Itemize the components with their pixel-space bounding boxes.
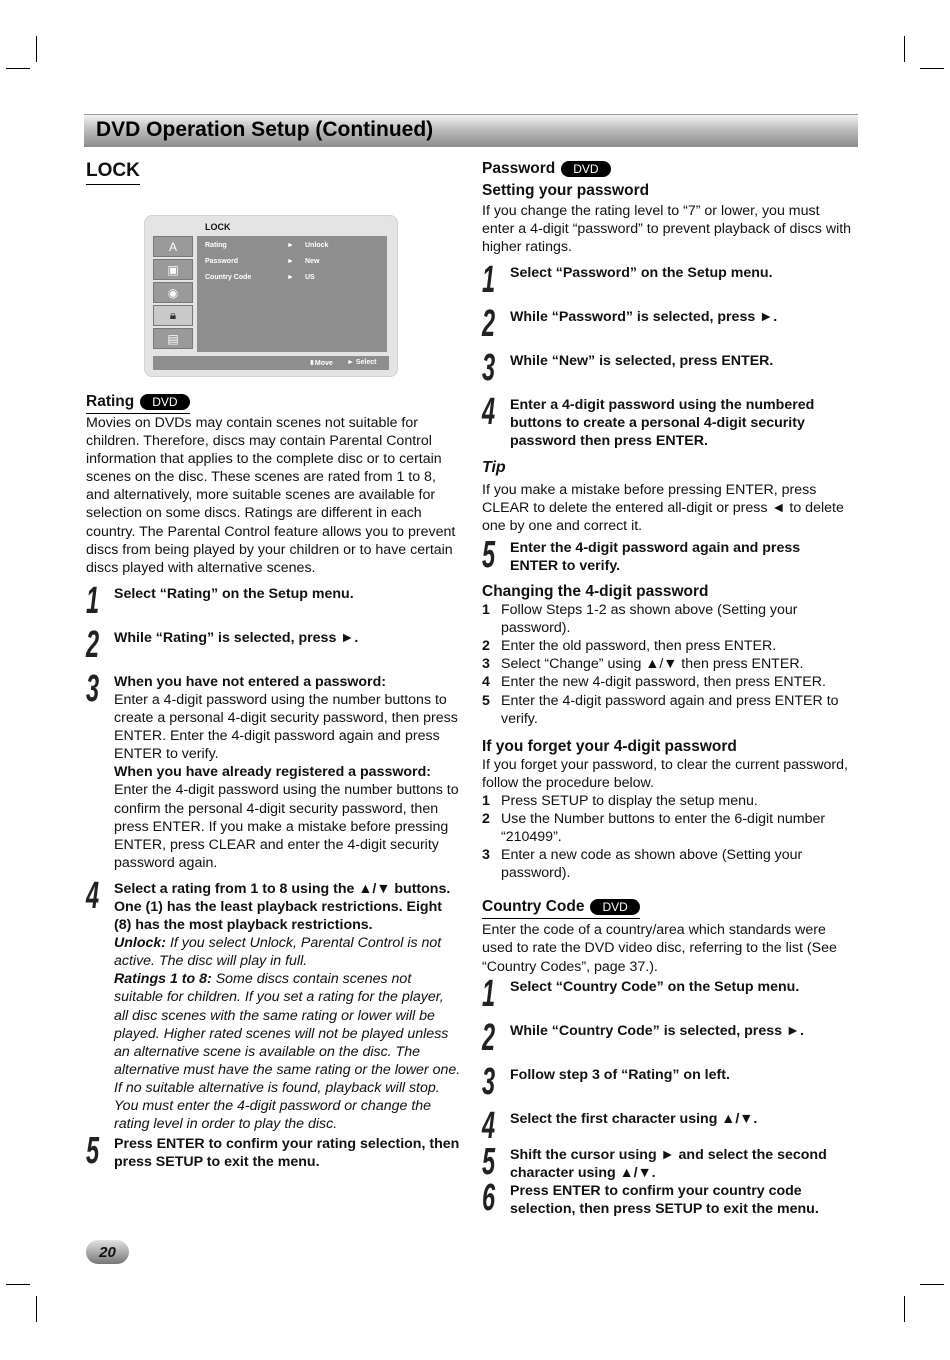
step-number: 1 — [482, 972, 496, 1015]
forget-password-intro: If you forget your password, to clear the current password, follow the procedure below. — [482, 756, 848, 791]
list-item: 5 Enter the 4-digit password again and press ENTER to verify. — [482, 692, 839, 727]
list-item: 1 Press SETUP to display the setup menu. — [482, 792, 758, 809]
step-number: 6 — [482, 1176, 496, 1219]
country-step-5: 5 Shift the cursor using ► and select the second character using ▲/▼. — [482, 1140, 827, 1183]
crop-mark — [920, 1284, 944, 1285]
display-icon: ▣ — [153, 259, 193, 280]
step-number: 5 — [482, 533, 496, 576]
select-hint: ► Select — [347, 359, 377, 366]
audio-icon: ◉ — [153, 282, 193, 303]
others-icon: ▤ — [153, 328, 193, 349]
right-column — [482, 160, 852, 1218]
lock-section-title: LOCK — [86, 160, 140, 185]
language-icon: A — [153, 236, 193, 257]
right-arrow-icon: ► — [287, 258, 294, 265]
country-step-2: 2 While “Country Code” is selected, press ►. — [482, 1016, 804, 1059]
move-hint: ⬍Move — [309, 360, 333, 367]
menu-row-value: US — [305, 274, 315, 281]
list-item: 3 Select “Change” using ▲/▼ then press ENTER. — [482, 656, 804, 673]
changing-password-list — [482, 601, 852, 728]
tip-text: If you make a mistake before pressing ENTER, press CLEAR to delete the entered all-digit or press ◄ to delete one by one and correct it. — [482, 481, 844, 534]
menu-row-label: Country Code — [205, 274, 252, 281]
crop-mark — [6, 68, 30, 69]
step-number: 5 — [86, 1130, 100, 1173]
crop-mark — [920, 68, 944, 69]
left-column — [86, 160, 461, 1171]
menu-panel — [197, 236, 387, 352]
lock-icon: 🔒︎ — [153, 305, 193, 326]
step-number: 4 — [86, 874, 100, 917]
step-number: 3 — [482, 1060, 496, 1103]
changing-password-heading: Changing the 4-digit password — [482, 583, 709, 601]
menu-icon-column — [153, 236, 197, 350]
menu-row-value: New — [305, 258, 320, 265]
lock-setup-menu-screenshot — [144, 215, 398, 377]
right-arrow-icon: ► — [287, 274, 294, 281]
menu-row-label: Password — [205, 258, 239, 265]
step-number: 4 — [482, 1104, 496, 1147]
tip-label: Tip — [482, 458, 506, 476]
menu-row-value: Unlock — [305, 242, 329, 249]
password-step-2: 2 While “Password” is selected, press ►. — [482, 303, 778, 346]
crop-mark — [36, 1296, 37, 1322]
rating-step-1: 1 Select “Rating” on the Setup menu. — [86, 579, 354, 622]
list-item: 1 Follow Steps 1-2 as shown above (Setting your password). — [482, 602, 798, 637]
country-code-intro: Enter the code of a country/area which standards were used to rate the DVD video disc, referring to the list (See “Country Codes”, page 37.). — [482, 922, 837, 975]
rating-step-3: 3 When you have not entered a password: Enter a 4-digit password using the number buttons to create a personal 4-digit security password, then press ENTER. Enter the 4-digit password again and press ENTER to verify. When you have already registered a password: Enter the 4-digit password using the number buttons to confirm the personal 4-digit security password, then press ENTER. If you make a mistake before pressing ENTER, press CLEAR and enter the 4-digit security password again. — [86, 667, 459, 871]
right-arrow-icon: ► — [347, 359, 356, 366]
crop-mark — [6, 1284, 30, 1285]
page-title-banner — [84, 114, 858, 147]
page-title: DVD Operation Setup (Continued) — [96, 118, 434, 141]
step-number: 3 — [482, 347, 496, 390]
rating-heading: Rating DVD — [86, 393, 190, 414]
menu-title: LOCK — [205, 222, 231, 232]
right-arrow-icon: ► — [287, 242, 294, 249]
dvd-badge: DVD — [561, 161, 610, 177]
list-item: 2 Use the Number buttons to enter the 6-digit number “210499”. — [482, 810, 826, 846]
country-step-6: 6 Press ENTER to confirm your country code selection, then press SETUP to exit the menu. — [482, 1176, 819, 1219]
rating-intro: Movies on DVDs may contain scenes not suitable for children. Therefore, discs may contain Parental Control information that applies to the complete disc or to certain scenes on the disc. These scenes are rated from 1 to 8, and alternatively, more suitable scenes are available for selection on some discs. Ratings are different in each country. The Parental Control feature allows you to prevent discs from being played by your children or to have certain discs played with alternative scenes. — [86, 415, 456, 576]
step-number: 2 — [86, 623, 100, 666]
rating-step-4: 4 Select a rating from 1 to 8 using the ▲/▼ buttons. One (1) has the least playback restrictions. Eight (8) has the most playback restrictions. Unlock: If you select Unlock, Parental Control is not active. The disc will play in full. Ratings 1 to 8: Some discs contain scenes not suitable for children. If you set a rating for the player, all disc scenes with the same rating or lower will be played. Higher rated scenes will not be played unless an alternative scene is available on the disc. The alternative must have the same rating or the lower one. If no suitable alternative is found, playback will stop. You must enter the 4-digit password or change the rating level in order to play the disc. — [86, 874, 461, 1133]
step-number: 2 — [482, 1016, 496, 1059]
country-step-4: 4 Select the first character using ▲/▼. — [482, 1104, 758, 1147]
crop-mark — [36, 36, 37, 62]
step-number: 5 — [482, 1140, 496, 1183]
setting-password-heading: Setting your password — [482, 182, 650, 199]
country-step-3: 3 Follow step 3 of “Rating” on left. — [482, 1060, 730, 1103]
password-intro: If you change the rating level to “7” or lower, you must enter a 4-digit “password” to prevent playback of discs with higher ratings. — [482, 203, 852, 256]
dvd-badge: DVD — [140, 394, 189, 410]
rating-step-5: 5 Press ENTER to confirm your rating selection, then press SETUP to exit the menu. — [86, 1130, 460, 1173]
forget-password-heading: If you forget your 4-digit password — [482, 737, 737, 755]
password-step-5: 5 Enter the 4-digit password again and press ENTER to verify. — [482, 533, 801, 576]
dvd-badge: DVD — [590, 899, 639, 915]
step-number: 2 — [482, 303, 496, 346]
crop-mark — [904, 1296, 905, 1322]
password-step-4: 4 Enter a 4-digit password using the numbered buttons to create a personal 4-digit security password then press ENTER. — [482, 391, 815, 450]
password-step-3: 3 While “New” is selected, press ENTER. — [482, 347, 774, 390]
list-item: 2 Enter the old password, then press ENTER. — [482, 638, 777, 655]
password-heading: Password DVD — [482, 160, 852, 180]
country-code-heading: Country Code DVD — [482, 898, 640, 919]
step-number: 1 — [482, 259, 496, 302]
menu-help-bar — [153, 356, 389, 370]
password-step-1: 1 Select “Password” on the Setup menu. — [482, 259, 773, 302]
up-down-icon: ⬍ — [309, 360, 315, 367]
list-item: 3 Enter a new code as shown above (Setting your password). — [482, 847, 803, 882]
step-number: 1 — [86, 579, 100, 622]
step-number: 3 — [86, 667, 100, 710]
crop-mark — [904, 36, 905, 62]
country-step-1: 1 Select “Country Code” on the Setup menu. — [482, 972, 800, 1015]
forget-password-list — [482, 792, 852, 882]
step-number: 4 — [482, 391, 496, 434]
page-number: 20 — [86, 1240, 129, 1264]
menu-row-label: Rating — [205, 242, 227, 249]
rating-step-2: 2 While “Rating” is selected, press ►. — [86, 623, 359, 666]
list-item: 4 Enter the new 4-digit password, then press ENTER. — [482, 674, 826, 691]
